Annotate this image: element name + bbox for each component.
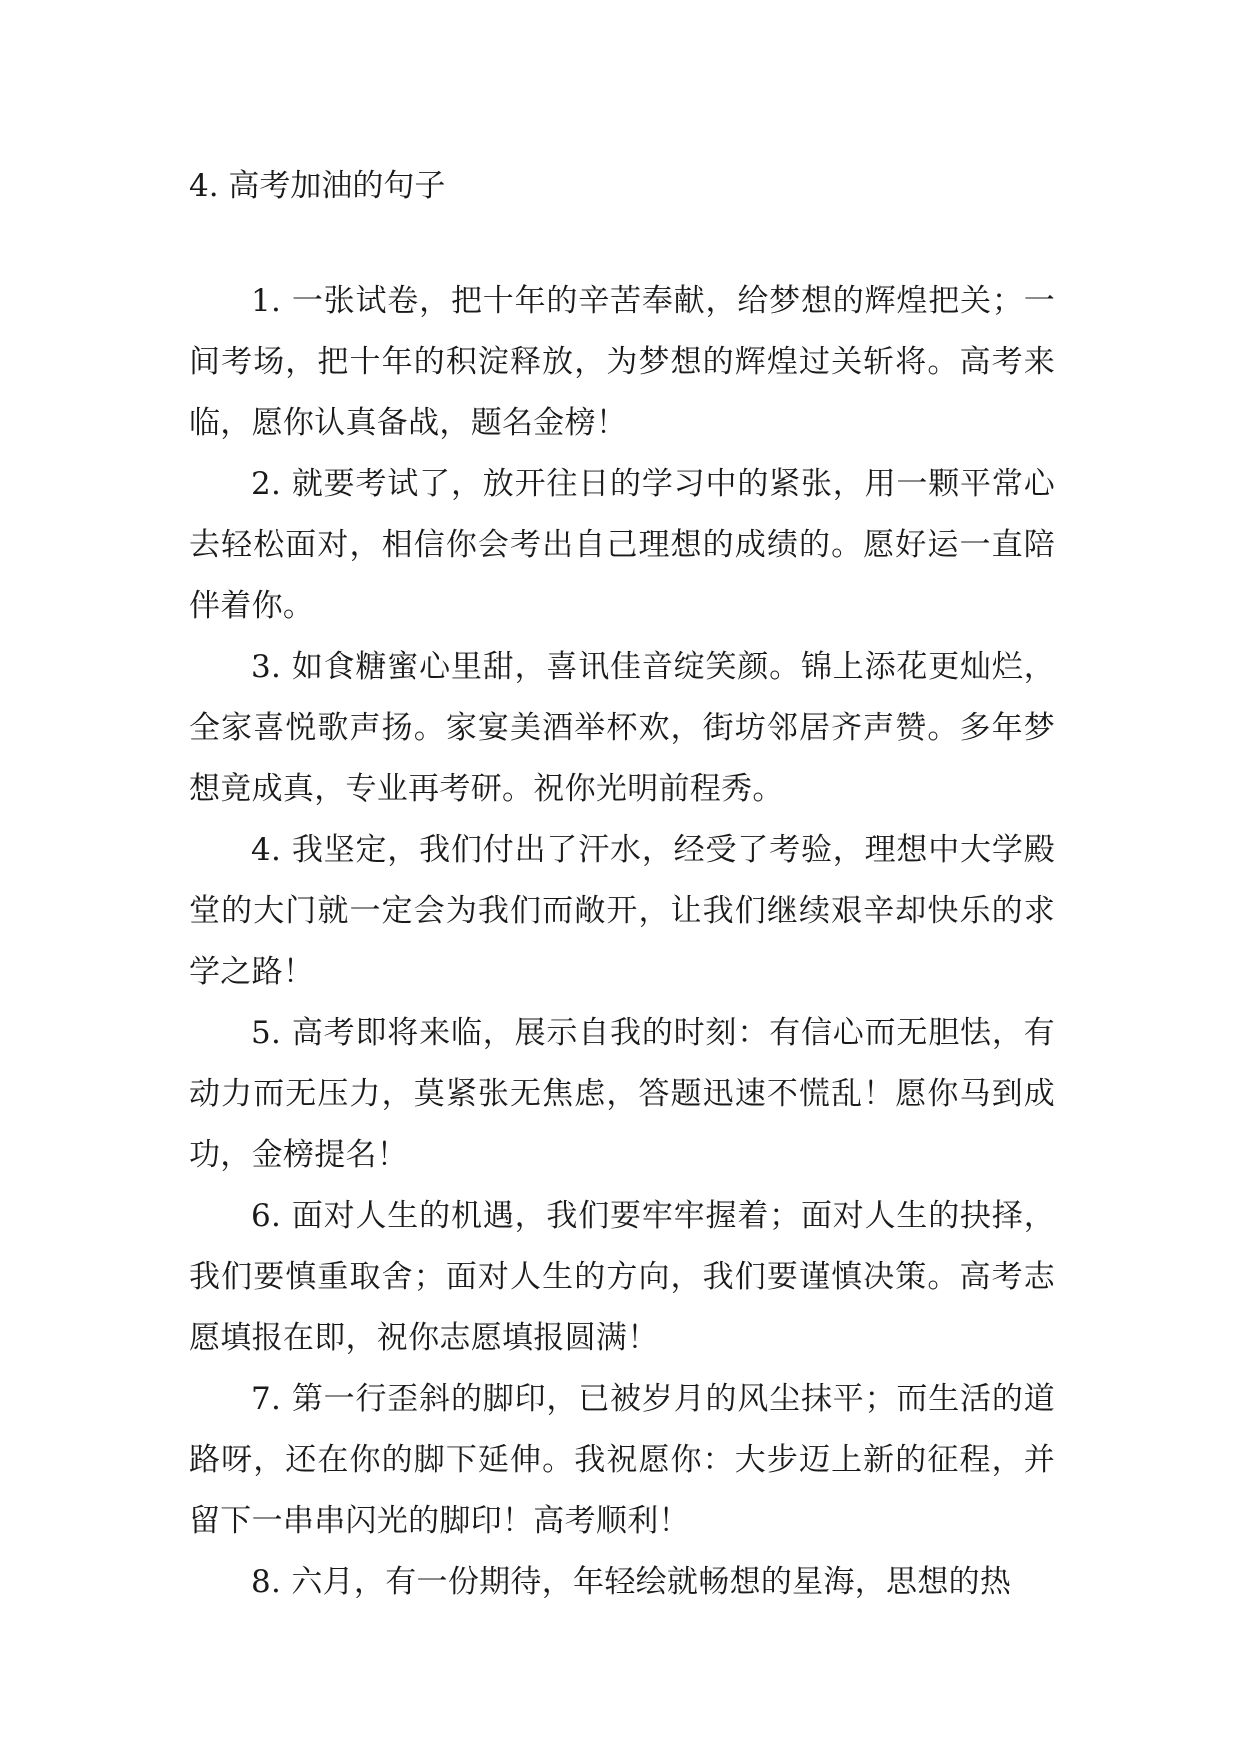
sentence-paragraph-4: 4. 我坚定，我们付出了汗水，经受了考验，理想中大学殿堂的大门就一定会为我们而敞开，让我们继续艰辛却快乐的求学之路！ bbox=[189, 832, 1055, 990]
sentence-list bbox=[189, 271, 1055, 1613]
section-heading: 4. 高考加油的句子 bbox=[189, 168, 446, 204]
sentence-paragraph-2: 2. 就要考试了，放开往日的学习中的紧张，用一颗平常心去轻松面对，相信你会考出自己理想的成绩的。愿好运一直陪伴着你。 bbox=[189, 466, 1055, 624]
sentence-paragraph-7: 7. 第一行歪斜的脚印，已被岁月的风尘抹平；而生活的道路呀，还在你的脚下延伸。我祝愿你：大步迈上新的征程，并留下一串串闪光的脚印！高考顺利！ bbox=[189, 1381, 1055, 1539]
sentence-paragraph-3: 3. 如食糖蜜心里甜，喜讯佳音绽笑颜。锦上添花更灿烂，全家喜悦歌声扬。家宴美酒举杯欢，街坊邻居齐声赞。多年梦想竟成真，专业再考研。祝你光明前程秀。 bbox=[189, 649, 1055, 807]
sentence-paragraph-6: 6. 面对人生的机遇，我们要牢牢握着；面对人生的抉择，我们要慎重取舍；面对人生的方向，我们要谨慎决策。高考志愿填报在即，祝你志愿填报圆满！ bbox=[189, 1198, 1055, 1356]
sentence-paragraph-1: 1. 一张试卷，把十年的辛苦奉献，给梦想的辉煌把关；一间考场，把十年的积淀释放，为梦想的辉煌过关斩将。高考来临，愿你认真备战，题名金榜！ bbox=[189, 283, 1055, 441]
sentence-paragraph-8: 8. 六月，有一份期待，年轻绘就畅想的星海，思想的热 bbox=[251, 1564, 1012, 1600]
sentence-paragraph-5: 5. 高考即将来临，展示自我的时刻：有信心而无胆怯，有动力而无压力，莫紧张无焦虑，答题迅速不慌乱！愿你马到成功，金榜提名！ bbox=[189, 1015, 1055, 1173]
document-body bbox=[189, 156, 1055, 1613]
